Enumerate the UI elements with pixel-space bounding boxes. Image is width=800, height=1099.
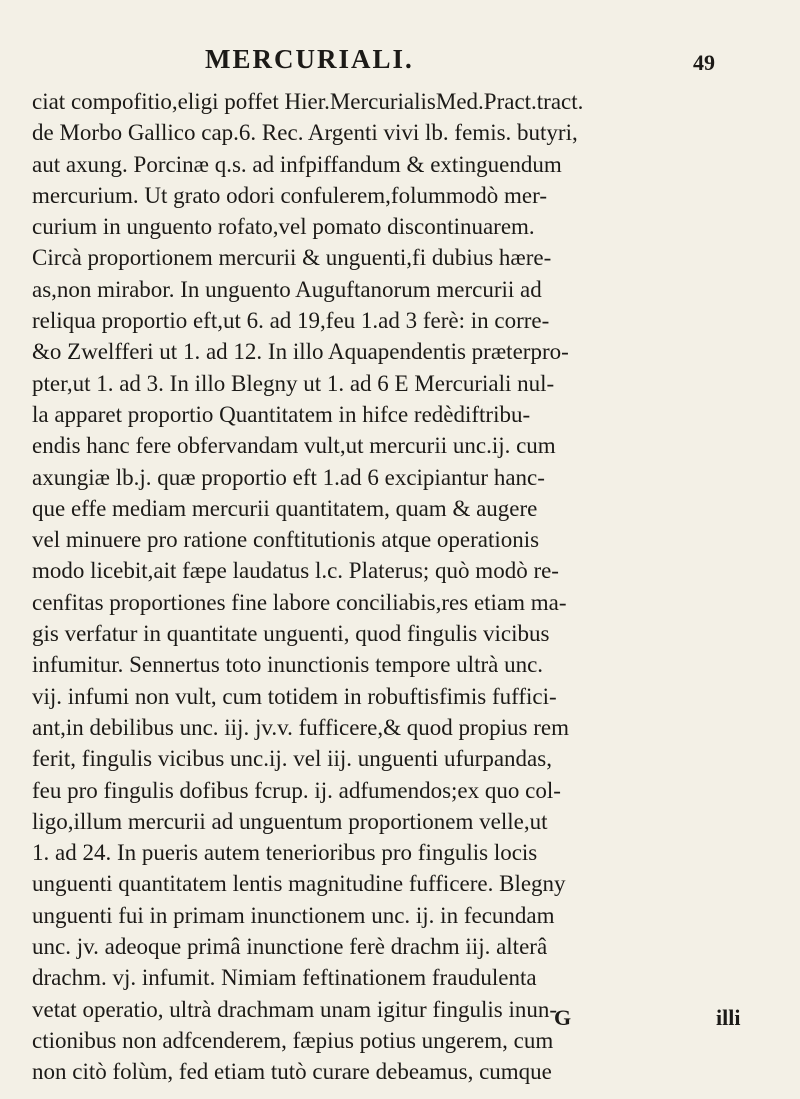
page-header — [0, 44, 800, 84]
text-line: endis hanc fere obfervandam vult,ut mercurii unc.ij. cum — [32, 433, 556, 459]
text-line: 1. ad 24. In pueris autem tenerioribus pro fingulis locis — [32, 840, 538, 866]
text-line: vetat operatio, ultrà drachmam unam igitur fingulis inun- — [32, 996, 558, 1022]
text-line: aut axung. Porcinæ q.s. ad infpiffandum & extinguendum — [32, 151, 562, 177]
text-line: non citò folùm, fed etiam tutò curare debeamus, cumque — [32, 1059, 552, 1085]
text-line: unc. jv. adeoque primâ inunctione ferè drachm iij. alterâ — [32, 934, 548, 960]
page-number: 49 — [693, 50, 715, 75]
text-line: la apparet proportio Quantitatem in hifce redèdiftribu- — [32, 401, 531, 427]
text-line: pter,ut 1. ad 3. In illo Blegny ut 1. ad 6 E Mercuriali nul- — [32, 370, 555, 396]
text-line: unguenti quantitatem lentis magnitudine fufficere. Blegny — [32, 871, 566, 897]
page-footer — [0, 1005, 800, 1035]
text-line: vel minuere pro ratione conftitutionis atque operationis — [32, 527, 540, 553]
text-line: ant,in debilibus unc. iij. jv.v. fufficere,& quod propius rem — [32, 714, 569, 740]
text-line: vij. infumi non vult, cum totidem in robuftisfimis fuffici- — [32, 683, 557, 709]
text-line: reliqua proportio eft,ut 6. ad 19,feu 1.ad 3 ferè: in corre- — [32, 308, 550, 334]
text-line: as,non mirabor. In unguento Auguftanorum mercurii ad — [32, 276, 542, 302]
text-line: que effe mediam mercurii quantitatem, quam & augere — [32, 495, 538, 521]
text-line: gis verfatur in quantitate unguenti, quod fingulis vicibus — [32, 621, 550, 647]
text-line: feu pro fingulis dofibus fcrup. ij. adfumendos;ex quo col- — [32, 777, 561, 803]
running-head: MERCURIALI. — [205, 44, 414, 74]
text-line: unguenti fui in primam inunctionem unc. ij. in fecundam — [32, 902, 555, 928]
text-line: drachm. vj. infumit. Nimiam feftinationem fraudulenta — [32, 965, 537, 991]
text-line: ctionibus non adfcenderem, fæpius potius ungerem, cum — [32, 1027, 554, 1053]
text-line: curium in unguento rofato,vel pomato discontinuarem. — [32, 214, 535, 240]
text-line: modo licebit,ait fæpe laudatus l.c. Platerus; quò modò re- — [32, 558, 559, 584]
text-line: infumitur. Sennertus toto inunctionis tempore ultrà unc. — [32, 652, 544, 678]
text-line: &o Zwelfferi ut 1. ad 12. In illo Aquapendentis præterpro- — [32, 339, 569, 365]
signature-mark: G — [554, 1005, 572, 1030]
body-text — [32, 86, 784, 1088]
text-line: ciat compofitio,eligi poffet Hier.MercurialisMed.Pract.tract. — [32, 89, 584, 114]
text-line: ferit, fingulis vicibus unc.ij. vel iij. unguenti ufurpandas, — [32, 746, 552, 772]
catchword: illi — [716, 1005, 741, 1030]
text-line: cenfitas proportiones fine labore conciliabis,res etiam ma- — [32, 589, 567, 615]
text-line: mercurium. Ut grato odori confulerem,folummodò mer- — [32, 182, 547, 208]
text-line: Circà proportionem mercurii & unguenti,fi dubius hære- — [32, 245, 552, 271]
text-line: ligo,illum mercurii ad unguentum proportionem velle,ut — [32, 808, 548, 834]
text-line: de Morbo Gallico cap.6. Rec. Argenti vivi lb. femis. butyri, — [32, 120, 578, 146]
text-line: axungiæ lb.j. quæ proportio eft 1.ad 6 excipiantur hanc- — [32, 464, 545, 490]
